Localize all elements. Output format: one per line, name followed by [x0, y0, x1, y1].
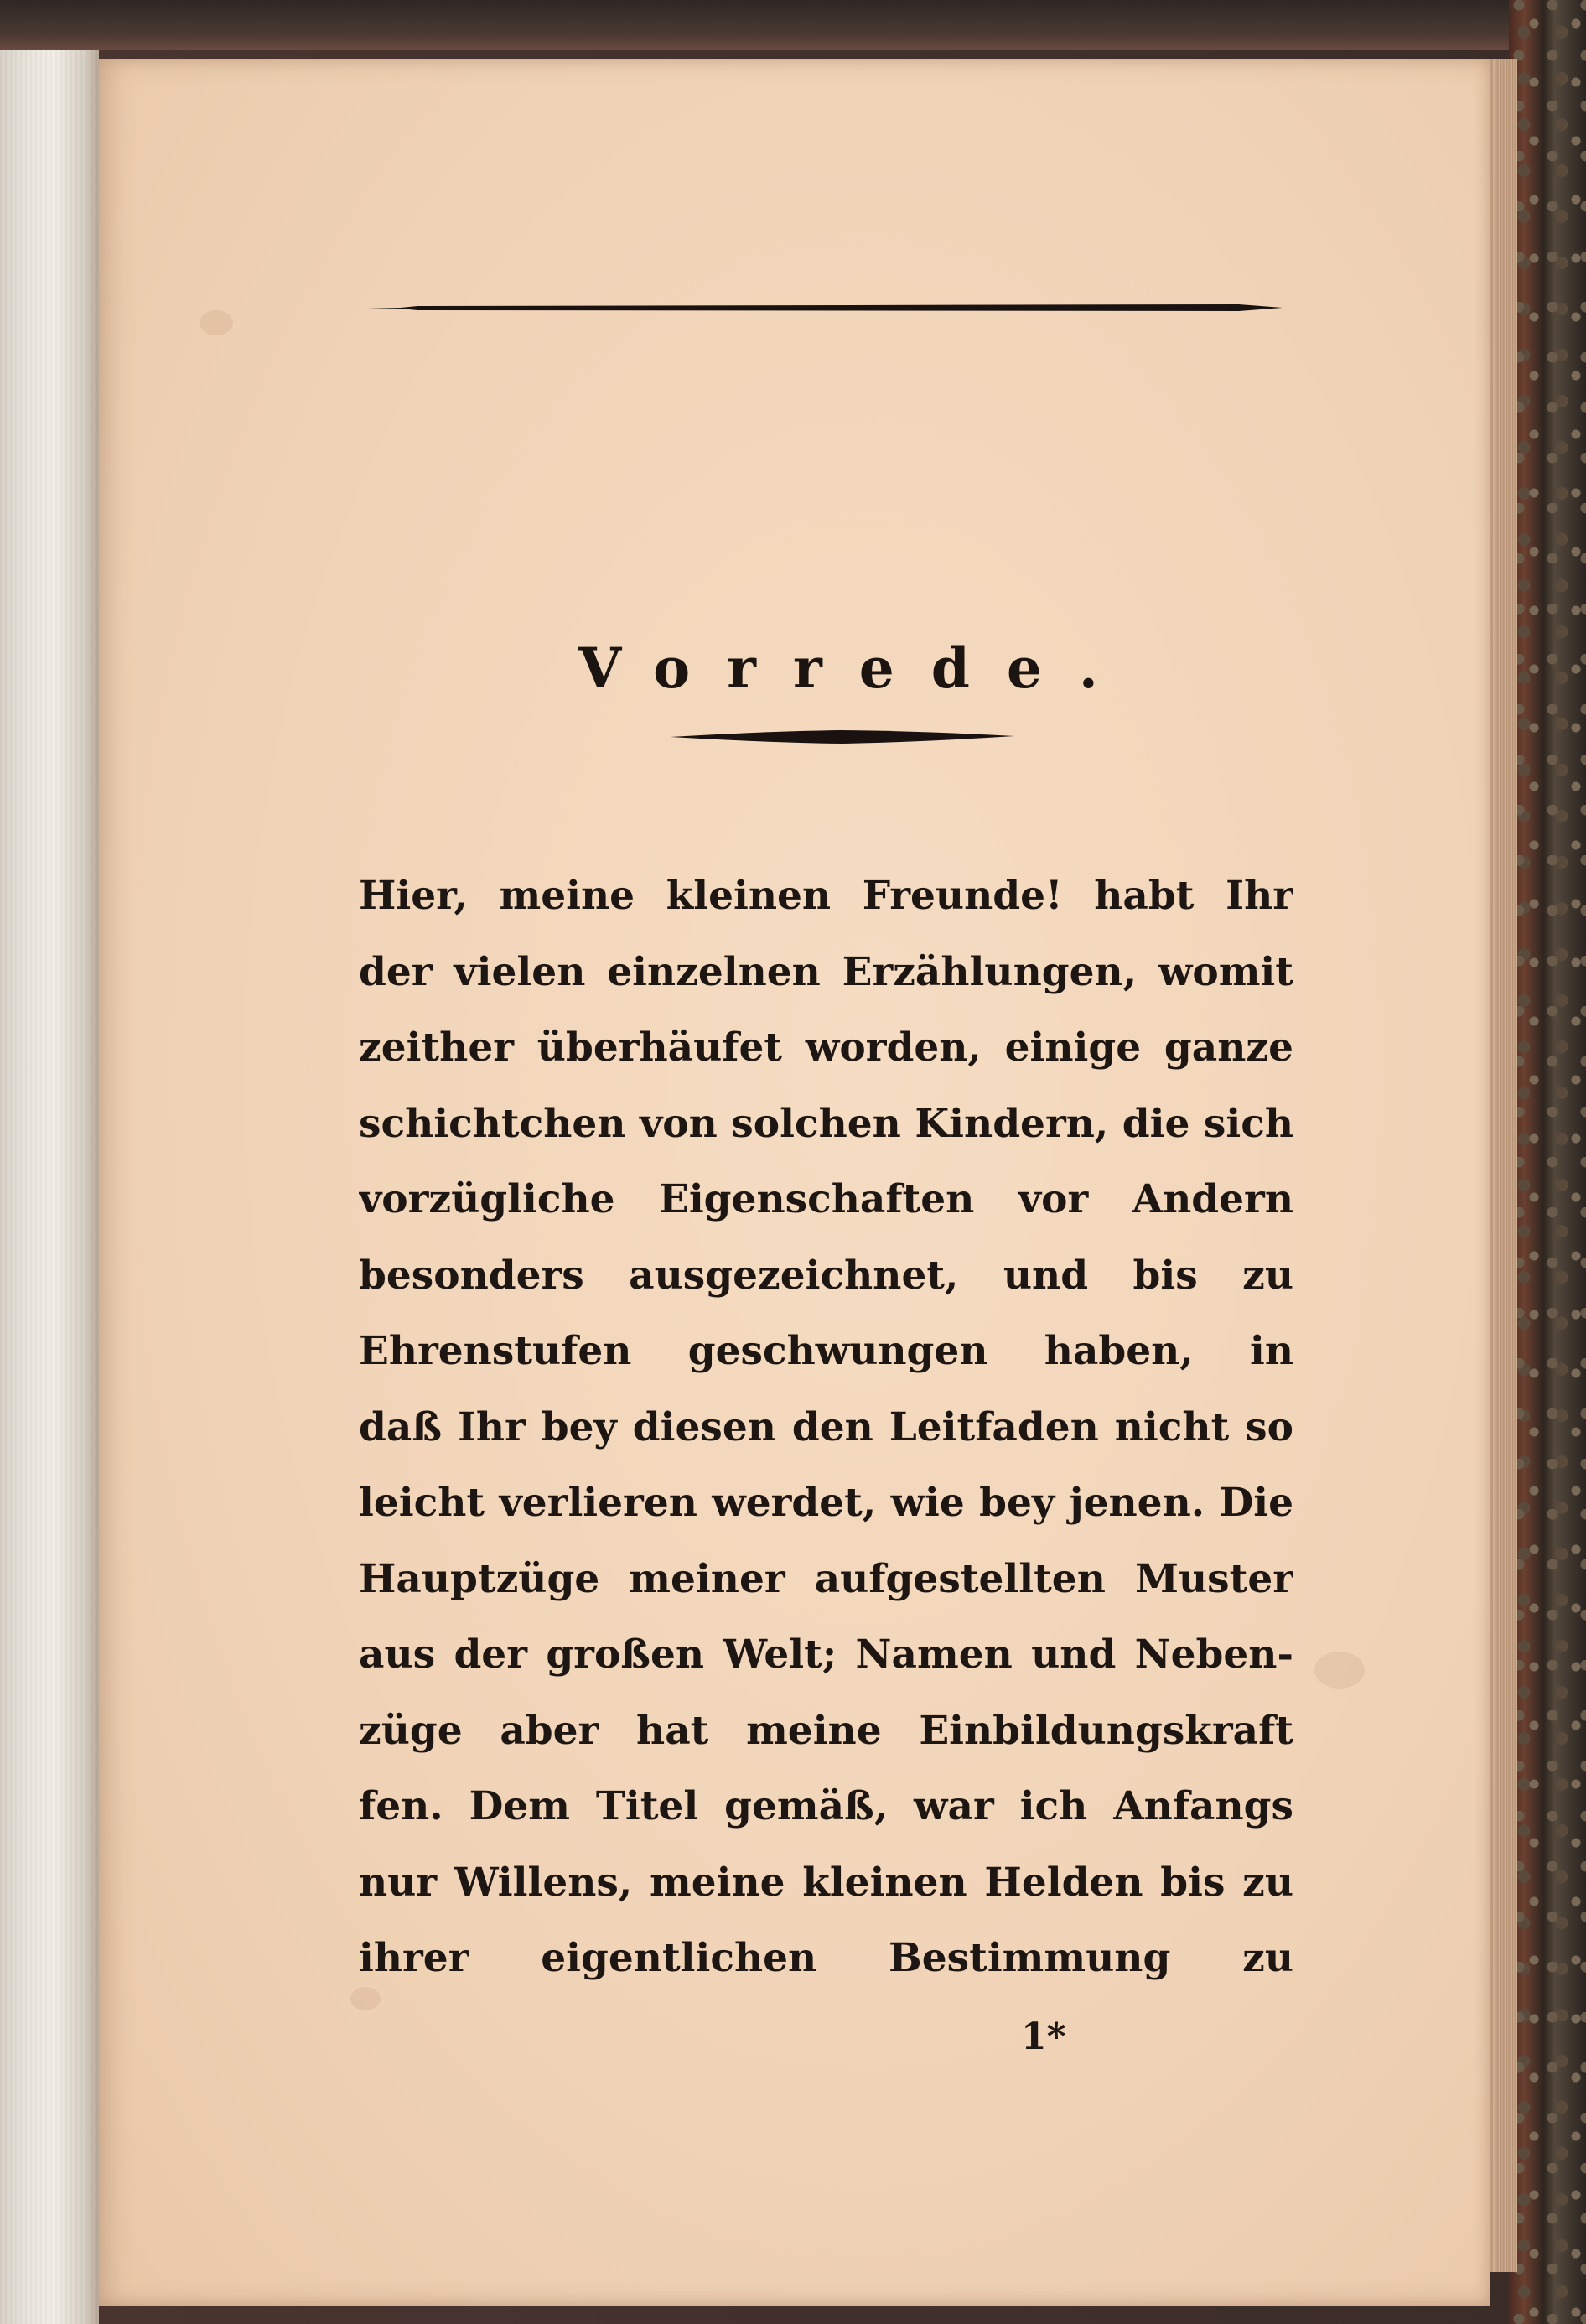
top-ornamental-rule — [367, 300, 1283, 315]
text-line: daß Ihr bey diesen den Leitfaden nicht so — [359, 1403, 1293, 1450]
text-line: zeither überhäufet worden, einige ganze — [359, 1025, 1293, 1071]
text-line: schichtchen von solchen Kindern, die sich — [359, 1100, 1293, 1147]
signature-mark: 1* — [1021, 2015, 1066, 2058]
text-line: besonders ausgezeichnet, und bis zu — [359, 1252, 1293, 1299]
text-line: fen. Dem Titel gemäß, war ich Anfangs — [359, 1783, 1293, 1829]
page-heading: Vorrede. — [578, 635, 1135, 701]
text-line: leicht verlieren werdet, wie bey jenen. Die — [359, 1480, 1293, 1526]
text-line: nur Willens, meine kleinen Helden bis zu — [359, 1859, 1293, 1906]
text-line: aus der großen Welt; Namen und Neben- — [359, 1631, 1293, 1678]
marbled-cover-edge — [1509, 0, 1586, 2324]
foxing-spot — [1314, 1652, 1365, 1689]
text-line: vorzügliche Eigenschaften vor Andern — [359, 1176, 1293, 1222]
text-line: Hauptzüge meiner aufgestellten Muster — [359, 1555, 1293, 1602]
text-line: der vielen einzelnen Erzählungen, womit — [359, 948, 1293, 995]
text-line: züge aber hat meine Einbildungskraft — [359, 1707, 1293, 1754]
text-line: Hier, meine kleinen Freunde! habt Ihr — [359, 873, 1293, 919]
text-line: Ehrenstufen geschwungen haben, in — [359, 1328, 1293, 1374]
foxing-spot — [200, 310, 233, 335]
preface-body — [359, 859, 1293, 1997]
binding-texture — [0, 50, 99, 2324]
heading-divider-rule — [671, 728, 1014, 746]
text-line: ihrer eigentlichen Bestimmung zu — [359, 1935, 1293, 1981]
book-cover-top-edge — [0, 0, 1586, 50]
